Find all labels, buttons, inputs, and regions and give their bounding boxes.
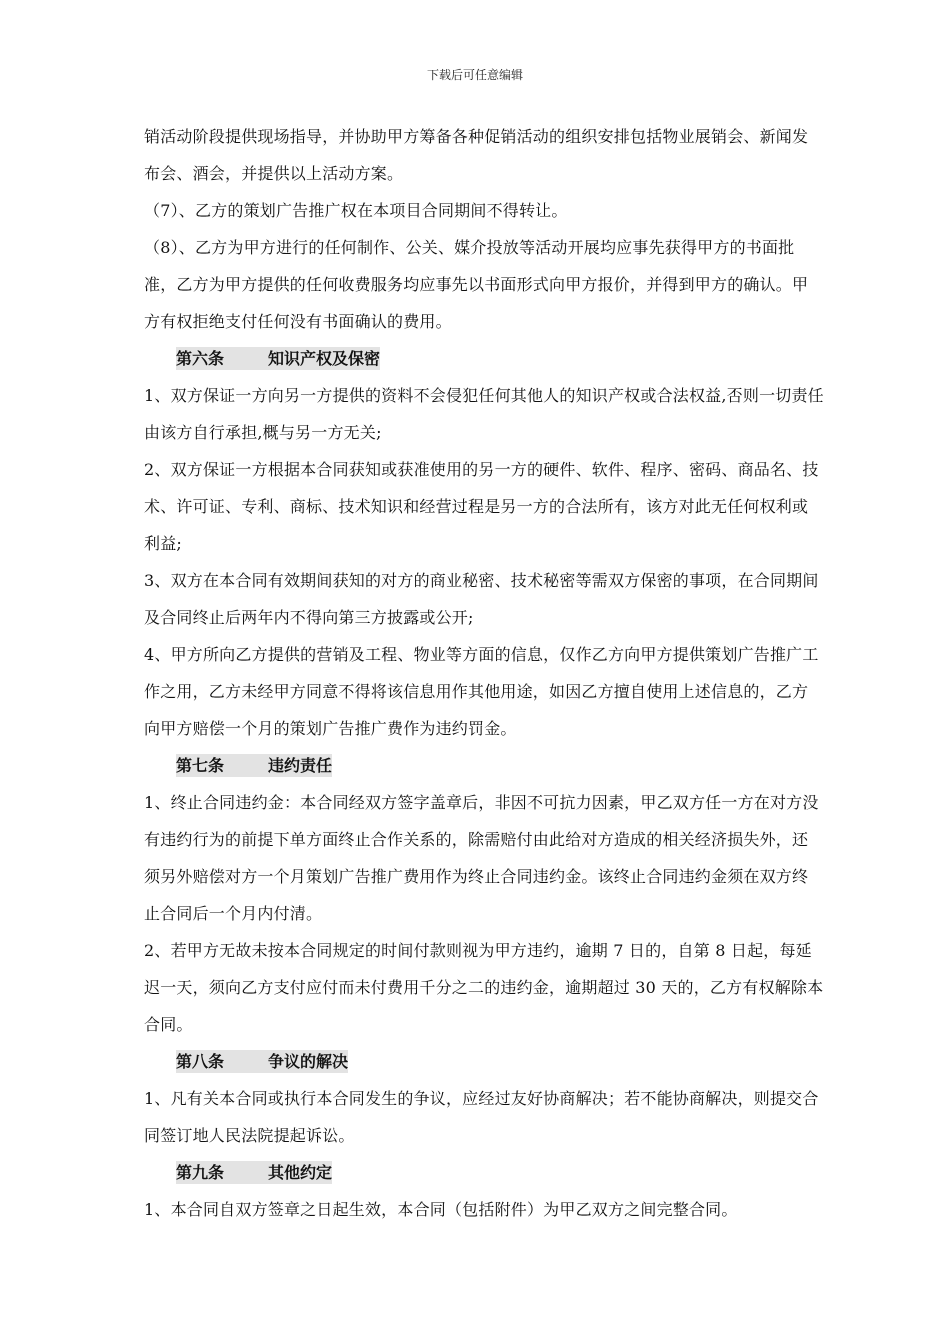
paragraph: 3、双方在本合同有效期间获知的对方的商业秘密、技术秘密等需双方保密的事项，在合同期间及合同终止后两年内不得向第三方披露或公开; [144, 571, 819, 627]
paragraph: 1、双方保证一方向另一方提供的资料不会侵犯任何其他人的知识产权或合法权益,否则一切责任由该方自行承担,概与另一方无关; [144, 386, 824, 442]
paragraph: （8）、乙方为甲方进行的任何制作、公关、媒介投放等活动开展均应事先获得甲方的书面批准，乙方为甲方提供的任何收费服务均应事先以书面形式向甲方报价，并得到甲方的确认。甲方有权拒绝支付任何没有书面确认的费用。 [144, 238, 809, 331]
paragraph: 2、双方保证一方根据本合同获知或获准使用的另一方的硬件、软件、程序、密码、商品名、技术、许可证、专利、商标、技术知识和经营过程是另一方的合法所有，该方对此无任何权利或利益; [144, 460, 819, 553]
paragraph: 1、终止合同违约金：本合同经双方签字盖章后，非因不可抗力因素，甲乙双方任一方在对方没有违约行为的前提下单方面终止合作关系的，除需赔付由此给对方造成的相关经济损失外，还须另外赔偿对方一个月策划广告推广费用作为终止合同违约金。该终止合同违约金须在双方终止合同后一个月内付清。 [144, 793, 819, 923]
paragraph: 1、本合同自双方签章之日起生效，本合同（包括附件）为甲乙双方之间完整合同。 [144, 1200, 738, 1219]
article-title: 其他约定 [268, 1163, 333, 1182]
article-title: 违约责任 [268, 756, 333, 775]
paragraph: 4、甲方所向乙方提供的营销及工程、物业等方面的信息，仅作乙方向甲方提供策划广告推广工作之用，乙方未经甲方同意不得将该信息用作其他用途，如因乙方擅自使用上述信息的，乙方向甲方赔偿一个月的策划广告推广费作为违约罚金。 [144, 645, 819, 738]
article-number: 第六条 [176, 349, 225, 368]
page-header: 下载后可任意编辑 [426, 68, 523, 82]
paragraph: 销活动阶段提供现场指导，并协助甲方筹备各种促销活动的组织安排包括物业展销会、新闻发布会、酒会，并提供以上活动方案。 [144, 127, 809, 183]
article-heading [144, 1154, 824, 1191]
article-number: 第八条 [176, 1052, 225, 1071]
article-number: 第九条 [176, 1163, 225, 1182]
article-number: 第七条 [176, 756, 225, 775]
paragraph: 1、凡有关本合同或执行本合同发生的争议，应经过友好协商解决；若不能协商解决，则提交合同签订地人民法院提起诉讼。 [144, 1089, 819, 1145]
article-heading [144, 1043, 824, 1080]
paragraph: 2、若甲方无故未按本合同规定的时间付款则视为甲方违约，逾期 7 日的，自第 8 日起，每延迟一天，须向乙方支付应付而未付费用千分之二的违约金，逾期超过 30 天的，乙方有权解除本合同。 [144, 941, 824, 1034]
article-title: 争议的解决 [268, 1052, 349, 1071]
article-heading [144, 340, 824, 377]
article-heading [144, 747, 824, 784]
article-title: 知识产权及保密 [268, 349, 381, 368]
document-body [144, 118, 824, 1228]
paragraph: （7）、乙方的策划广告推广权在本项目合同期间不得转让。 [144, 201, 568, 220]
